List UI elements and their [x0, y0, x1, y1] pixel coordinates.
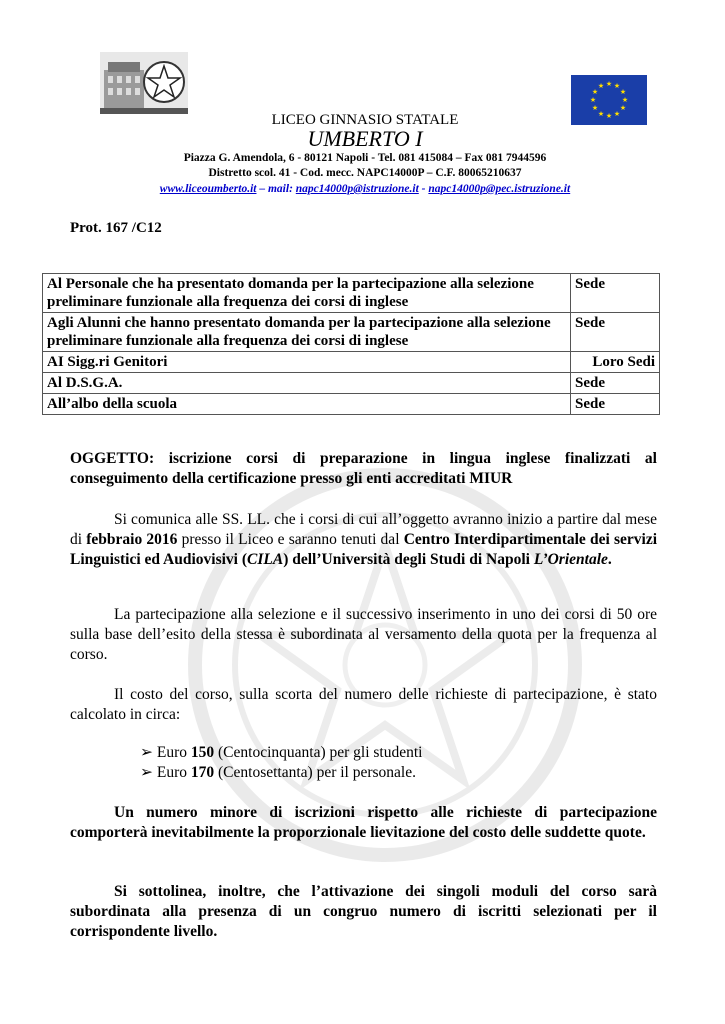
email-separator: -: [418, 183, 429, 195]
school-building-emblem-icon: [100, 52, 188, 114]
arrow-bullet-icon: ➢: [140, 744, 153, 761]
table-row: [43, 394, 660, 415]
school-address: Piazza G. Amendola, 6 - 80121 Napoli - Tel. 081 415084 – Fax 081 7944596: [183, 152, 547, 164]
recipient: Agli Alunni che hanno presentato domanda per la partecipazione alla selezione preliminare funzionale alla frequenza dei corsi di inglese: [43, 313, 571, 352]
text-run: (Centosettanta) per il personale.: [214, 764, 416, 781]
paragraph-activation: [70, 882, 657, 942]
contact-line: [70, 183, 660, 195]
paragraph-cost: [70, 685, 657, 725]
table-row: [43, 274, 660, 313]
table-row: [43, 313, 660, 352]
arrow-bullet-icon: ➢: [140, 764, 153, 781]
recipient: All’albo della scuola: [43, 394, 571, 415]
recipients-table: [42, 273, 660, 415]
text-run: Si sottolinea, inoltre, che l’attivazione dei singoli moduli del corso sarà subordinata alla presenza di un congruo numero di iscritti selezionati per il corrispondente livello.: [70, 883, 657, 940]
recipient: Al Personale che ha presentato domanda per la partecipazione alla selezione preliminare funzionale alla frequenza dei corsi di inglese: [43, 274, 571, 313]
recipient-location: Loro Sedi: [571, 352, 660, 373]
text-run: Il costo del corso, sulla scorta del numero delle richieste di partecipazione, è stato calcolato in circa:: [70, 686, 657, 723]
paragraph-start-date: [70, 510, 657, 570]
table-row: [43, 373, 660, 394]
svg-text:★: ★: [619, 104, 627, 112]
svg-text:★: ★: [591, 88, 599, 96]
recipient-location: Sede: [571, 274, 660, 313]
start-date: febbraio 2016: [86, 531, 178, 548]
recipient: Al D.S.G.A.: [43, 373, 571, 394]
text-run: Un numero minore di iscrizioni rispetto alle richieste di partecipazione comporterà inevitabilmente la proporzionale lievitazione del costo delle suddette quote.: [70, 804, 657, 841]
mail-label: – mail:: [256, 183, 296, 195]
school-type: LICEO GINNASIO STATALE: [271, 112, 459, 128]
subject-label: OGGETTO:: [70, 450, 155, 467]
text-run: (Centocinquanta) per gli studenti: [214, 744, 423, 761]
cost-list: [140, 743, 422, 783]
recipient-location: Sede: [571, 313, 660, 352]
text-run: Euro: [153, 744, 191, 761]
text-run: Si comunica alle SS. LL. che i corsi di cui all’oggetto avranno inizio a partire dal mese di: [70, 511, 657, 548]
paragraph-fewer-enrollments: [70, 803, 657, 843]
list-item: [140, 763, 422, 783]
pec-email-link[interactable]: napc14000p@pec.istruzione.it: [428, 183, 571, 195]
text-run: Euro: [153, 764, 191, 781]
text-run: .: [607, 551, 612, 568]
recipient: AI Sigg.ri Genitori: [43, 352, 571, 373]
orientale-name: L’Orientale: [533, 551, 608, 568]
text-run: La partecipazione alla selezione e il successivo inserimento in uno dei corsi di 50 ore sulla base dell’esito della stessa è subordinata al versamento della quota per la frequenza al corso.: [70, 606, 657, 663]
cila-acronym: CILA: [247, 551, 284, 568]
list-item: [140, 743, 422, 763]
subject-line: [70, 449, 657, 489]
school-name: UMBERTO I: [307, 126, 423, 151]
svg-text:★: ★: [621, 96, 629, 104]
recipient-location: Sede: [571, 394, 660, 415]
paragraph-participation: [70, 605, 657, 665]
svg-text:★: ★: [619, 88, 627, 96]
svg-text:★: ★: [613, 82, 621, 90]
svg-text:★: ★: [597, 82, 605, 90]
svg-text:★: ★: [605, 80, 613, 88]
student-cost: 150: [190, 744, 215, 761]
recipient-location: Sede: [571, 373, 660, 394]
table-row: [43, 352, 660, 373]
svg-text:★: ★: [613, 110, 621, 118]
subject-text: iscrizione corsi di preparazione in lingua inglese finalizzati al conseguimento della certificazione presso gli enti accreditati MIUR: [70, 450, 657, 487]
svg-text:★: ★: [597, 110, 605, 118]
protocol-number: Prot. 167 /C12: [70, 220, 162, 236]
center-name: Centro Interdipartimentale dei servizi Linguistici ed Audiovisivi (: [70, 531, 658, 568]
staff-cost: 170: [190, 764, 215, 781]
text-run: presso il Liceo e saranno tenuti dal: [177, 531, 404, 548]
svg-text:★: ★: [589, 96, 597, 104]
email-link[interactable]: napc14000p@istruzione.it: [295, 183, 419, 195]
school-district: Distretto scol. 41 - Cod. mecc. NAPC14000P – C.F. 80065210637: [208, 167, 522, 179]
university-name: ) dell’Università degli Studi di Napoli: [283, 551, 534, 568]
website-link[interactable]: www.liceoumberto.it: [159, 183, 257, 195]
svg-text:★: ★: [591, 104, 599, 112]
svg-text:★: ★: [605, 112, 613, 120]
